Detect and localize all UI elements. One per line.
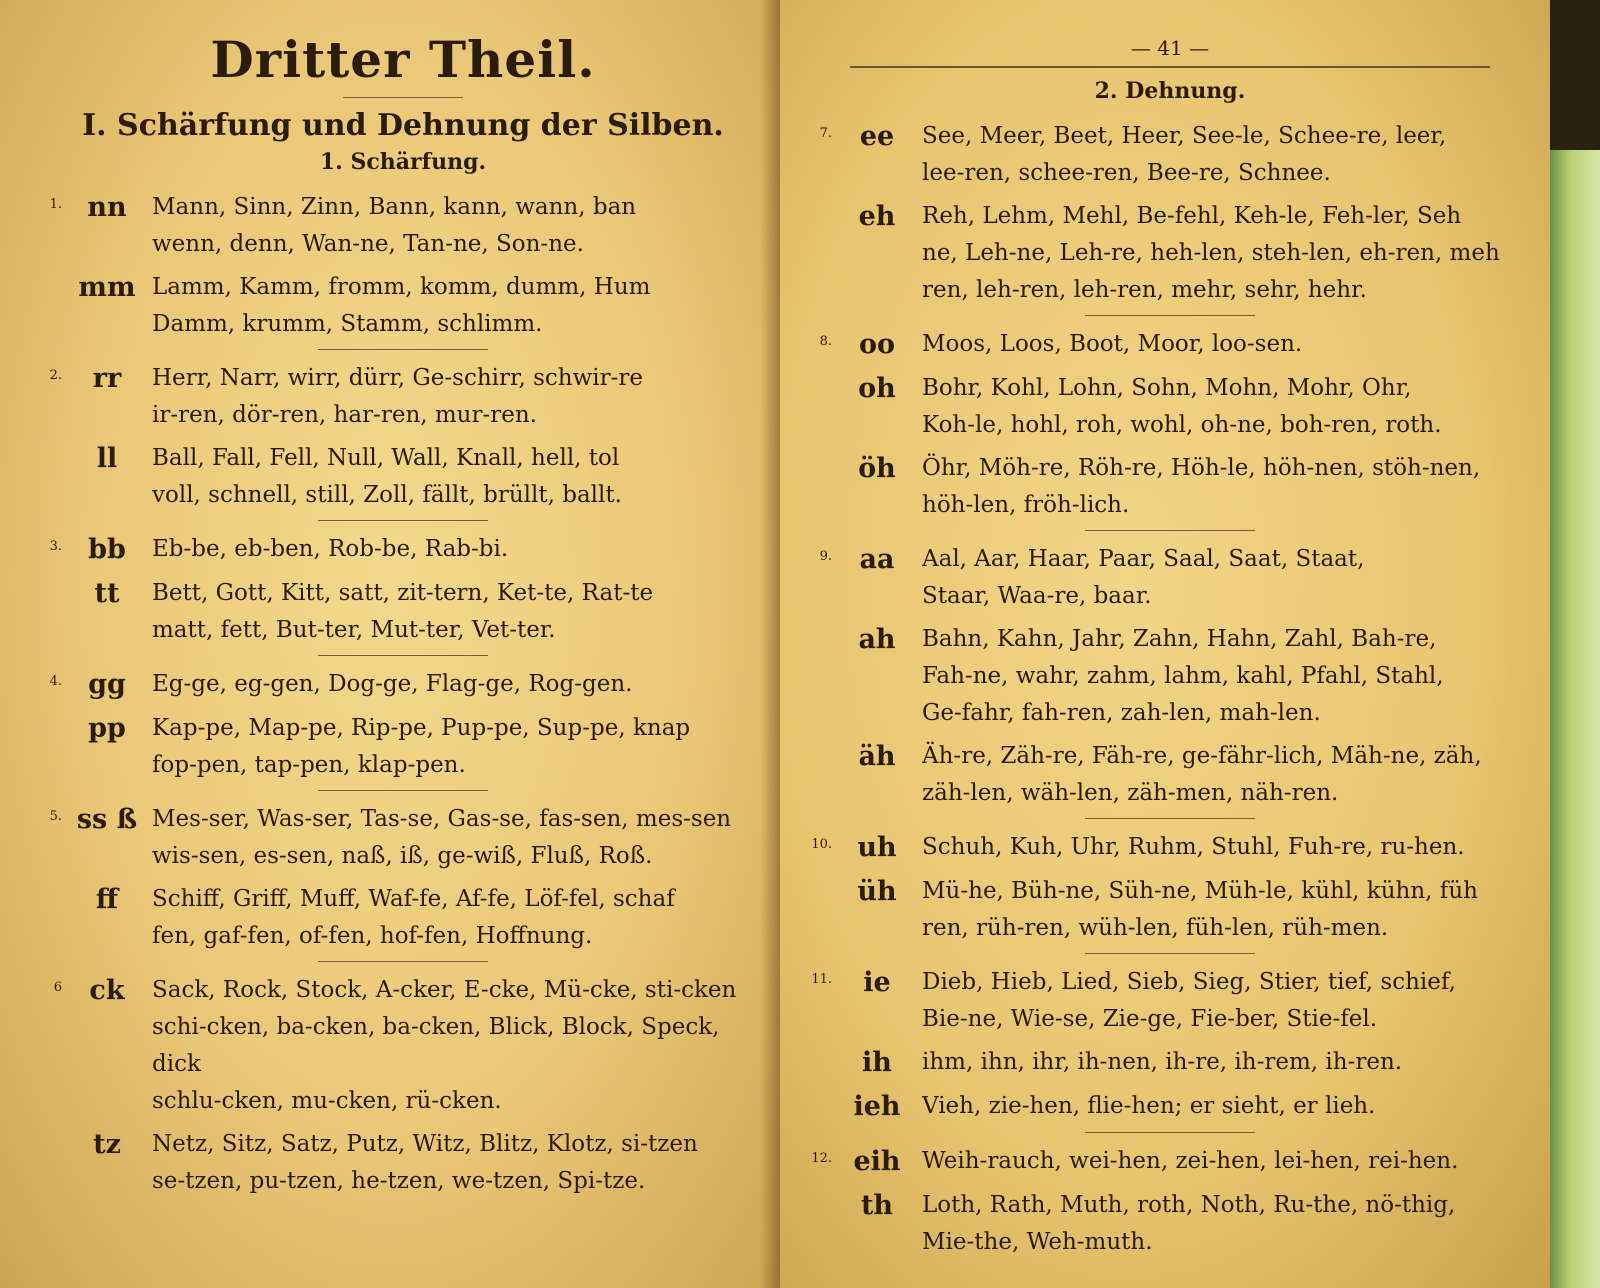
right-groups: [810, 118, 1530, 1261]
example-words: Eg-ge, eg-gen, Dog-ge, Flag-ge, Rog-gen.: [152, 671, 633, 697]
header-rule: [850, 66, 1490, 68]
rule-entry: [40, 189, 766, 263]
title-rule: [343, 97, 463, 98]
rule-entry: [40, 360, 766, 434]
group-number: 7.: [819, 126, 832, 141]
rule-entry: [810, 326, 1530, 364]
group-divider: [1085, 1132, 1255, 1133]
group-number: [810, 738, 832, 746]
rule-entry: [810, 118, 1530, 192]
letter-pattern: bb: [88, 534, 126, 565]
group-number: 1.: [49, 197, 62, 212]
rule-entry: [40, 801, 766, 875]
group-number: 4.: [49, 674, 62, 689]
rule-entry: [40, 575, 766, 649]
rule-entry: [40, 269, 766, 343]
example-words: Dieb, Hieb, Lied, Sieb, Sieg, Stier, tief, schief, Bie-ne, Wie-se, Zie-ge, Fie-ber, Stie-fel.: [922, 969, 1456, 1032]
rule-group: [40, 666, 766, 784]
left-groups: [40, 189, 766, 1200]
rule-entry: [810, 1044, 1530, 1082]
example-words: Vieh, zie-hen, flie-hen; er sieht, er lieh.: [922, 1093, 1376, 1119]
subsection-title-left: 1. Schärfung.: [319, 149, 487, 175]
group-number: 3.: [49, 539, 62, 554]
rule-entry: [810, 873, 1530, 947]
example-words: Mü-he, Büh-ne, Süh-ne, Müh-le, kühl, kühn, füh ren, rüh-ren, wüh-len, füh-len, rüh-men.: [922, 878, 1478, 941]
group-divider: [1085, 953, 1255, 954]
group-number: [40, 710, 62, 718]
subsection-title-right: 2. Dehnung.: [1094, 78, 1246, 104]
letter-pattern: ah: [858, 624, 896, 655]
rule-entry: [40, 881, 766, 955]
group-number: [810, 621, 832, 629]
example-words: Lamm, Kamm, fromm, komm, dumm, Hum Damm, krumm, Stamm, schlimm.: [152, 274, 651, 337]
rule-entry: [810, 541, 1530, 615]
letter-pattern: uh: [857, 832, 897, 863]
letter-pattern: rr: [92, 363, 122, 394]
rule-entry: [810, 964, 1530, 1038]
rule-group: [40, 189, 766, 343]
example-words: Äh-re, Zäh-re, Fäh-re, ge-fähr-lich, Mäh-ne, zäh, zäh-len, wäh-len, zäh-men, näh-ren.: [922, 743, 1482, 806]
group-divider: [1085, 315, 1255, 316]
rule-entry: [810, 1088, 1530, 1126]
example-words: Loth, Rath, Muth, roth, Noth, Ru-the, nö-thig, Mie-the, Weh-muth.: [922, 1192, 1456, 1255]
example-words: Mann, Sinn, Zinn, Bann, kann, wann, ban wenn, denn, Wan-ne, Tan-ne, Son-ne.: [152, 194, 637, 257]
rule-entry: [810, 621, 1530, 732]
rule-group: [40, 531, 766, 649]
group-number: 6: [53, 980, 62, 995]
rule-group: [810, 541, 1530, 812]
rule-entry: [40, 710, 766, 784]
letter-pattern: ie: [863, 967, 891, 998]
example-words: Bahn, Kahn, Jahr, Zahn, Hahn, Zahl, Bah-re, Fah-ne, wahr, zahm, lahm, kahl, Pfahl, Stahl, Ge-fahr, fah-ren, zah-len, mah-len.: [922, 626, 1444, 726]
rule-entry: [40, 440, 766, 514]
letter-pattern: tz: [93, 1129, 121, 1160]
group-number: 11.: [811, 972, 832, 987]
group-number: [810, 1044, 832, 1052]
group-number: [40, 440, 62, 448]
right-page: [780, 0, 1550, 1288]
group-divider: [318, 520, 488, 521]
part-title: Dritter Theil.: [210, 30, 596, 89]
rule-entry: [40, 1126, 766, 1200]
rule-entry: [810, 370, 1530, 444]
rule-group: [810, 829, 1530, 947]
letter-pattern: mm: [78, 272, 136, 303]
group-number: 8.: [819, 334, 832, 349]
example-words: Kap-pe, Map-pe, Rip-pe, Pup-pe, Sup-pe, knap fop-pen, tap-pen, klap-pen.: [152, 715, 691, 778]
letter-pattern: üh: [857, 876, 897, 907]
letter-pattern: nn: [87, 192, 127, 223]
letter-pattern: aa: [859, 544, 895, 575]
group-number: [810, 1088, 832, 1096]
group-number: [810, 873, 832, 881]
group-number: 10.: [811, 837, 832, 852]
letter-pattern: ll: [96, 443, 118, 474]
group-number: [40, 881, 62, 889]
group-number: [40, 1126, 62, 1134]
rule-group: [40, 972, 766, 1200]
group-number: [810, 370, 832, 378]
example-words: Netz, Sitz, Satz, Putz, Witz, Blitz, Klotz, si-tzen se-tzen, pu-tzen, he-tzen, we-tzen, Spi-tze.: [152, 1131, 698, 1194]
rule-group: [810, 1143, 1530, 1261]
rule-group: [40, 360, 766, 514]
rule-group: [810, 118, 1530, 309]
letter-pattern: th: [860, 1190, 894, 1221]
rule-entry: [40, 972, 766, 1120]
letter-pattern: eih: [853, 1146, 901, 1177]
letter-pattern: ieh: [853, 1091, 901, 1122]
rule-entry: [40, 666, 766, 704]
cover-edge: [1550, 150, 1600, 1288]
rule-group: [810, 326, 1530, 524]
rule-entry: [810, 738, 1530, 812]
rule-entry: [810, 1187, 1530, 1261]
example-words: Schuh, Kuh, Uhr, Ruhm, Stuhl, Fuh-re, ru-hen.: [922, 834, 1465, 860]
letter-pattern: ee: [859, 121, 895, 152]
group-number: [810, 198, 832, 206]
background-edge: [1550, 0, 1600, 150]
example-words: Öhr, Möh-re, Röh-re, Höh-le, höh-nen, stöh-nen, höh-len, fröh-lich.: [922, 455, 1481, 518]
letter-pattern: öh: [858, 453, 896, 484]
letter-pattern: äh: [858, 741, 896, 772]
letter-pattern: gg: [88, 669, 126, 700]
group-number: [810, 450, 832, 458]
example-words: Aal, Aar, Haar, Paar, Saal, Saat, Staat, Staar, Waa-re, baar.: [922, 546, 1365, 609]
example-words: Moos, Loos, Boot, Moor, loo-sen.: [922, 331, 1303, 357]
group-number: 12.: [811, 1151, 832, 1166]
letter-pattern: ff: [95, 884, 119, 915]
group-divider: [318, 655, 488, 656]
group-divider: [1085, 818, 1255, 819]
group-number: 2.: [49, 368, 62, 383]
group-divider: [318, 790, 488, 791]
example-words: Sack, Rock, Stock, A-cker, E-cke, Mü-cke, sti-cken schi-cken, ba-cken, ba-cken, Blick, Block, Speck, dick schlu-cken, mu-cken, rü-cken.: [152, 977, 737, 1114]
example-words: See, Meer, Beet, Heer, See-le, Schee-re, leer, lee-ren, schee-ren, Bee-re, Schnee.: [922, 123, 1447, 186]
group-number: [40, 575, 62, 583]
example-words: Ball, Fall, Fell, Null, Wall, Knall, hell, tol voll, schnell, still, Zoll, fällt, brüllt, ballt.: [152, 445, 622, 508]
rule-entry: [810, 829, 1530, 867]
example-words: Mes-ser, Was-ser, Tas-se, Gas-se, fas-sen, mes-sen wis-sen, es-sen, naß, iß, ge-wiß, Fluß, Roß.: [152, 806, 732, 869]
rule-group: [810, 964, 1530, 1126]
group-number: [810, 1187, 832, 1195]
letter-pattern: ck: [89, 975, 125, 1006]
example-words: ihm, ihn, ihr, ih-nen, ih-re, ih-rem, ih-ren.: [922, 1049, 1403, 1075]
rule-entry: [810, 198, 1530, 309]
letter-pattern: tt: [94, 578, 120, 609]
letter-pattern: pp: [88, 713, 126, 744]
rule-group: [40, 801, 766, 955]
group-divider: [318, 349, 488, 350]
rule-entry: [810, 450, 1530, 524]
group-divider: [1085, 530, 1255, 531]
example-words: Bohr, Kohl, Lohn, Sohn, Mohn, Mohr, Ohr, Koh-le, hohl, roh, wohl, oh-ne, boh-ren, roth.: [922, 375, 1442, 438]
example-words: Herr, Narr, wirr, dürr, Ge-schirr, schwir-re ir-ren, dör-ren, har-ren, mur-ren.: [152, 365, 644, 428]
letter-pattern: ss ß: [76, 804, 138, 835]
rule-entry: [810, 1143, 1530, 1181]
left-page: [0, 0, 780, 1288]
letter-pattern: oo: [858, 329, 896, 360]
section-title: I. Schärfung und Dehnung der Silben.: [82, 108, 724, 143]
page-number: — 41 —: [1130, 36, 1210, 60]
group-number: 9.: [819, 549, 832, 564]
group-number: 5.: [49, 809, 62, 824]
rule-entry: [40, 531, 766, 569]
example-words: Weih-rauch, wei-hen, zei-hen, lei-hen, rei-hen.: [922, 1148, 1459, 1174]
letter-pattern: oh: [858, 373, 896, 404]
example-words: Schiff, Griff, Muff, Waf-fe, Af-fe, Löf-fel, schaf fen, gaf-fen, of-fen, hof-fen, Hoffnung.: [152, 886, 675, 949]
group-divider: [318, 961, 488, 962]
letter-pattern: eh: [858, 201, 896, 232]
example-words: Reh, Lehm, Mehl, Be-fehl, Keh-le, Feh-ler, Seh ne, Leh-ne, Leh-re, heh-len, steh-len, eh-ren, meh ren, leh-ren, leh-ren, mehr, sehr, hehr.: [922, 203, 1500, 303]
example-words: Eb-be, eb-ben, Rob-be, Rab-bi.: [152, 536, 509, 562]
group-number: [40, 269, 62, 277]
letter-pattern: ih: [862, 1047, 892, 1078]
example-words: Bett, Gott, Kitt, satt, zit-tern, Ket-te, Rat-te matt, fett, But-ter, Mut-ter, Vet-ter.: [152, 580, 654, 643]
